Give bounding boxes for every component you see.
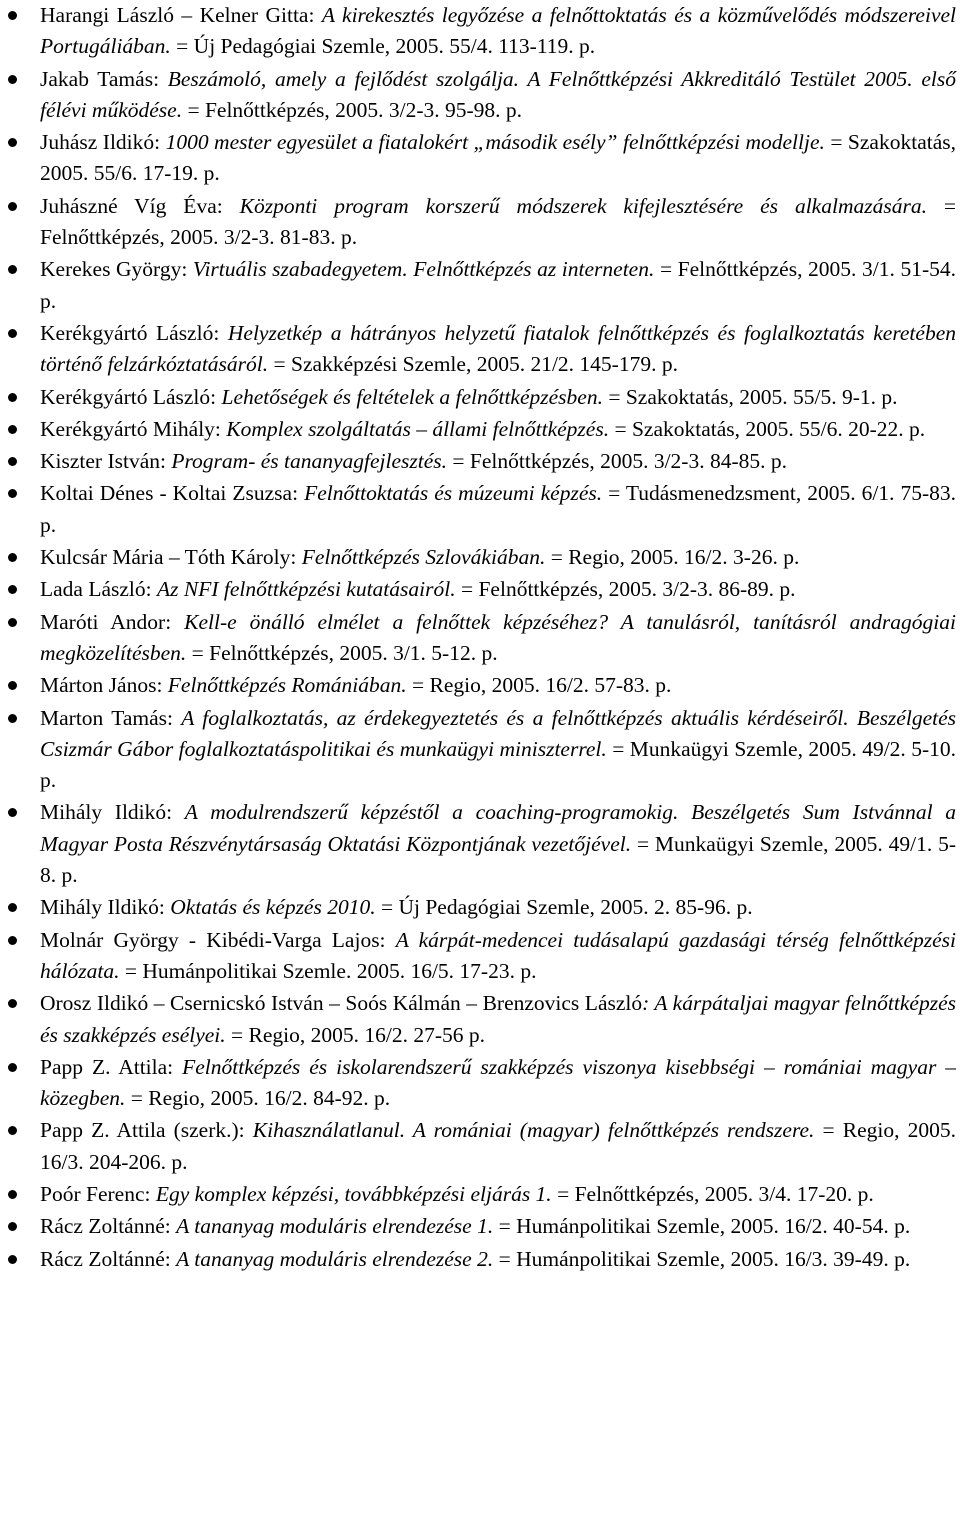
bullet-icon	[8, 714, 17, 723]
reference-item	[40, 478, 956, 541]
reference-item	[40, 574, 956, 605]
reference-title: A modulrendszerű képzéstől a coaching-programokig. Beszélgetés Sum Istvánnal a Magyar Posta Részvénytársaság Oktatási Központjának vezetőjével.	[40, 800, 956, 856]
reference-title: A foglalkoztatás, az érdekegyeztetés és a felnőttképzés aktuális kérdéseiről. Beszélgetés Csizmár Gábor foglalkoztatáspolitikai és munkaügyi miniszterrel.	[40, 705, 956, 761]
reference-author: Maróti Andor:	[40, 609, 185, 634]
reference-item	[40, 797, 956, 891]
bullet-icon	[8, 808, 17, 817]
bullet-icon	[8, 553, 17, 562]
reference-author: Jakab Tamás:	[40, 66, 168, 91]
reference-title: Virtuális szabadegyetem. Felnőttképzés az interneten.	[192, 257, 655, 282]
reference-source: = Új Pedagógiai Szemle, 2005. 55/4. 113-119. p.	[170, 34, 596, 59]
bullet-icon	[8, 1255, 17, 1264]
reference-item	[40, 254, 956, 317]
reference-author: Mihály Ildikó:	[40, 800, 185, 825]
reference-item	[40, 1211, 956, 1242]
reference-item	[40, 542, 956, 573]
reference-author: Kerékgyártó Mihály:	[40, 416, 227, 441]
reference-title: A kárpát-medencei tudásalapú gazdasági térség felnőttképzési hálózata.	[40, 927, 956, 983]
reference-title: Beszámoló, amely a fejlődést szolgálja. A Felnőttképzési Akkreditáló Testület 2005. első félévi működése.	[40, 66, 956, 122]
bullet-icon	[8, 265, 17, 274]
reference-title: Program- és tananyagfejlesztés.	[171, 449, 448, 474]
reference-source: = Tudásmenedzsment, 2005. 6/1. 75-83. p.	[40, 481, 956, 537]
bullet-icon	[8, 618, 17, 627]
reference-item	[40, 446, 956, 477]
reference-item	[40, 1179, 956, 1210]
reference-title: Komplex szolgáltatás – állami felnőttképzés.	[226, 416, 610, 441]
reference-author: Kerekes György:	[40, 257, 193, 282]
bullet-icon	[8, 329, 17, 338]
reference-source: = Szakoktatás, 2005. 55/6. 17-19. p.	[40, 130, 956, 186]
reference-source: = Szakoktatás, 2005. 55/5. 9-1. p.	[602, 384, 898, 409]
reference-author: Poór Ferenc:	[40, 1181, 156, 1206]
reference-source: = Regio, 2005. 16/2. 27-56 p.	[225, 1022, 486, 1047]
reference-source: = Szakképzési Szemle, 2005. 21/2. 145-179. p.	[268, 352, 678, 377]
bullet-icon	[8, 393, 17, 402]
reference-title: 1000 mester egyesület a fiatalokért „második esély” felnőttképzési modellje.	[165, 130, 825, 155]
reference-source: = Szakoktatás, 2005. 55/6. 20-22. p.	[609, 416, 926, 441]
reference-author: Kulcsár Mária – Tóth Károly:	[40, 545, 302, 570]
reference-source: = Munkaügyi Szemle, 2005. 49/1. 5-8. p.	[40, 831, 956, 888]
reference-title: Felnőttképzés Romániában.	[167, 673, 407, 698]
reference-list	[40, 0, 956, 1275]
reference-title: Felnőttképzés és iskolarendszerű szakképzés viszonya kisebbségi – romániai magyar – közegben.	[40, 1054, 957, 1111]
bullet-icon	[8, 489, 17, 498]
bullet-icon	[8, 1222, 17, 1231]
reference-source: = Felnőttképzés, 2005. 3/2-3. 81-83. p.	[40, 193, 956, 250]
bullet-icon	[8, 457, 17, 466]
reference-source: = Felnőttképzés, 2005. 3/2-3. 86-89. p.	[455, 577, 796, 602]
reference-title: Helyzetkép a hátrányos helyzetű fiatalok felnőttképzés és foglalkoztatás keretében történő felzárkóztatásáról.	[40, 320, 956, 377]
bullet-icon	[8, 202, 17, 211]
reference-title: Központi program korszerű módszerek kifejlesztésére és alkalmazására.	[239, 193, 927, 218]
bullet-icon	[8, 903, 17, 912]
reference-author: Mihály Ildikó:	[40, 895, 171, 920]
reference-author: Lada László:	[40, 577, 158, 602]
reference-author: Juhászné Víg Éva:	[40, 193, 240, 218]
reference-title: Kihasználatlanul. A romániai (magyar) felnőttképzés rendszere.	[252, 1118, 815, 1143]
reference-item	[40, 1244, 956, 1275]
reference-title: Felnőttképzés Szlovákiában.	[301, 545, 546, 570]
reference-source: = Humánpolitikai Szemle. 2005. 16/5. 17-23. p.	[119, 958, 537, 983]
bullet-icon	[8, 1126, 17, 1135]
reference-item	[40, 925, 956, 988]
reference-author: Harangi László – Kelner Gitta:	[40, 3, 322, 27]
reference-item	[40, 382, 956, 413]
reference-source: = Humánpolitikai Szemle, 2005. 16/2. 40-54. p.	[493, 1214, 911, 1239]
reference-item	[40, 1052, 956, 1115]
reference-item	[40, 703, 956, 797]
bullet-icon	[8, 1063, 17, 1072]
reference-author: Kerékgyártó László:	[40, 320, 228, 345]
reference-item	[40, 670, 956, 701]
reference-item	[40, 892, 956, 923]
bullet-icon	[8, 585, 17, 594]
reference-author: Orosz Ildikó – Csernicskó István – Soós Kálmán – Brenzovics László	[40, 991, 643, 1016]
reference-source: = Regio, 2005. 16/2. 57-83. p.	[406, 673, 672, 698]
reference-author: Koltai Dénes - Koltai Zsuzsa:	[40, 481, 305, 506]
reference-item	[40, 607, 956, 670]
reference-source: = Felnőttképzés, 2005. 3/4. 17-20. p.	[551, 1181, 874, 1206]
reference-item	[40, 414, 956, 445]
reference-author: Kerékgyártó László:	[40, 384, 222, 409]
bullet-icon	[8, 936, 17, 945]
reference-author: Papp Z. Attila:	[40, 1054, 183, 1079]
reference-source: = Regio, 2005. 16/2. 84-92. p.	[125, 1086, 391, 1111]
reference-title: Az NFI felnőttképzési kutatásairól.	[157, 577, 456, 602]
reference-title: : A kárpátaljai magyar felnőttképzés és szakképzés esélyei.	[40, 991, 956, 1047]
reference-author: Kiszter István:	[40, 449, 172, 474]
reference-title: A kirekesztés legyőzése a felnőttoktatás és a közművelődés módszereivel Portugáliában.	[40, 3, 956, 59]
reference-source: = Felnőttképzés, 2005. 3/1. 51-54. p.	[40, 257, 957, 313]
reference-item	[40, 127, 956, 190]
reference-author: Molnár György - Kibédi-Varga Lajos:	[40, 927, 396, 952]
reference-source: = Humánpolitikai Szemle, 2005. 16/3. 39-49. p.	[493, 1246, 911, 1271]
reference-source: = Felnőttképzés, 2005. 3/2-3. 84-85. p.	[447, 449, 788, 474]
reference-item	[40, 64, 956, 127]
reference-title: Oktatás és képzés 2010.	[170, 895, 376, 920]
reference-item	[40, 988, 956, 1051]
reference-author: Papp Z. Attila (szerk.):	[40, 1118, 253, 1143]
bullet-icon	[8, 75, 17, 84]
reference-author: Juhász Ildikó:	[40, 130, 166, 155]
reference-title: Felnőttoktatás és múzeumi képzés.	[304, 481, 603, 506]
reference-source: = Munkaügyi Szemle, 2005. 49/2. 5-10. p.	[40, 736, 956, 793]
reference-title: A tananyag moduláris elrendezése 2.	[176, 1246, 494, 1271]
reference-author: Marton Tamás:	[40, 705, 182, 730]
reference-title: Egy komplex képzési, továbbképzési eljárás 1.	[155, 1181, 552, 1206]
reference-item	[40, 1115, 956, 1178]
bullet-icon	[8, 138, 17, 147]
reference-title: Lehetőségek és feltételek a felnőttképzésben.	[221, 384, 603, 409]
reference-source: = Regio, 2005. 16/2. 3-26. p.	[545, 545, 800, 570]
bullet-icon	[8, 681, 17, 690]
reference-item	[40, 0, 956, 63]
reference-title: A tananyag moduláris elrendezése 1.	[176, 1214, 494, 1239]
reference-source: = Felnőttképzés, 2005. 3/1. 5-12. p.	[186, 640, 498, 665]
bullet-icon	[8, 425, 17, 434]
reference-author: Márton János:	[40, 673, 168, 698]
reference-source: = Regio, 2005. 16/3. 204-206. p.	[40, 1118, 956, 1174]
bullet-icon	[8, 999, 17, 1008]
reference-item	[40, 191, 956, 254]
reference-author: Rácz Zoltánné:	[40, 1214, 177, 1239]
reference-source: = Felnőttképzés, 2005. 3/2-3. 95-98. p.	[182, 97, 523, 122]
reference-author: Rácz Zoltánné:	[40, 1246, 177, 1271]
reference-source: = Új Pedagógiai Szemle, 2005. 2. 85-96. p.	[375, 895, 753, 920]
bullet-icon	[8, 11, 17, 20]
bullet-icon	[8, 1190, 17, 1199]
reference-title: Kell-e önálló elmélet a felnőttek képzéséhez? A tanulásról, tanításról andragógiai megközelítésben.	[40, 609, 956, 665]
reference-item	[40, 318, 956, 381]
